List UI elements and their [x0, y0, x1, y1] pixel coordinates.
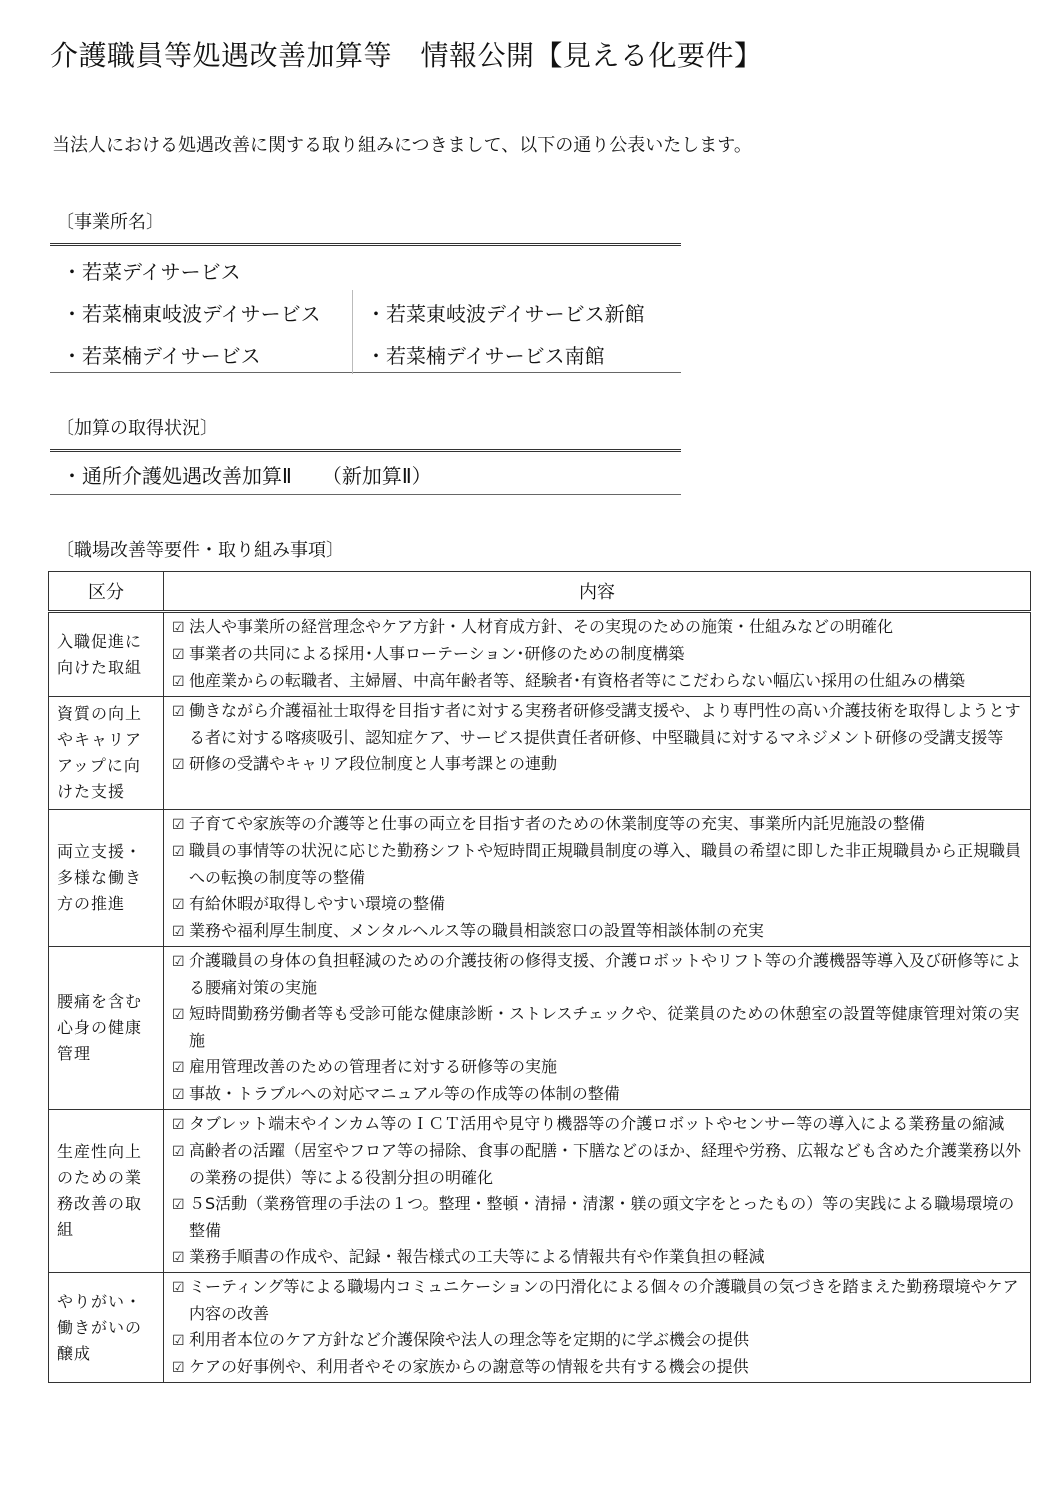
check-box-icon: ☑	[172, 1060, 185, 1076]
addition-heading: 〔加算の取得状況〕	[56, 418, 218, 439]
check-box-icon: ☑	[172, 844, 185, 860]
office-item: ・若菜楠デイサービス	[62, 344, 261, 368]
list-item	[172, 1111, 1022, 1138]
item-text: 介護職員の身体の負担軽減のための介護技術の修得支援、介護ロボットやリフト等の介護機器等導入及び研修等による腰痛対策の実施	[189, 951, 1022, 997]
item-text: 働きながら介護福祉士取得を目指す者に対する実務者研修受講支援や、より専門性の高い介護技術を取得しようとする者に対する喀痰吸引、認知症ケア、サービス提供責任者研修、中堅職員に対するマネジメント研修の受講支援等	[189, 701, 1021, 747]
header-content: 内容	[164, 572, 1031, 612]
requirements-table	[48, 571, 1031, 1383]
check-box-icon: ☑	[172, 897, 185, 913]
content-cell	[164, 1110, 1031, 1273]
list-item	[172, 751, 1022, 778]
check-box-icon: ☑	[172, 924, 185, 940]
category-cell: 腰痛を含む心身の健康管理	[49, 947, 164, 1110]
check-box-icon: ☑	[172, 757, 185, 773]
list-item	[172, 811, 1022, 838]
item-text: 事業者の共同による採用･人事ローテーション･研修のための制度構築	[189, 644, 685, 663]
category-cell: 生産性向上のための業務改善の取組	[49, 1110, 164, 1273]
category-cell: 入職促進に向けた取組	[49, 612, 164, 697]
item-text: 高齢者の活躍（居室やフロア等の掃除、食事の配膳・下膳などのほか、経理や労務、広報なども含めた介護業務以外の業務の提供）等による役割分担の明確化	[189, 1141, 1022, 1187]
list-item	[172, 698, 1022, 751]
check-box-icon: ☑	[172, 1360, 185, 1376]
office-item: ・若菜東岐波デイサービス新館	[366, 302, 645, 326]
list-item	[172, 614, 1022, 641]
item-text: ミーティング等による職場内コミュニケーションの円滑化による個々の介護職員の気づきを踏まえた勤務環境やケア内容の改善	[189, 1277, 1019, 1323]
check-box-icon: ☑	[172, 704, 185, 720]
check-box-icon: ☑	[172, 1007, 185, 1023]
header-category: 区分	[49, 572, 164, 612]
item-text: 事故・トラブルへの対応マニュアル等の作成等の体制の整備	[189, 1084, 620, 1103]
item-text: 研修の受講やキャリア段位制度と人事考課との連動	[189, 754, 558, 773]
category-cell: 資質の向上やキャリアアップに向けた支援	[49, 697, 164, 810]
list-item	[172, 838, 1022, 891]
table-row	[49, 1110, 1031, 1273]
content-cell	[164, 697, 1031, 810]
item-text: 職員の事情等の状況に応じた勤務シフトや短時間正規職員制度の導入、職員の希望に即した非正規職員から正規職員への転換の制度等の整備	[189, 841, 1022, 887]
office-list	[50, 243, 681, 373]
item-text: 業務手順書の作成や、記録・報告様式の工夫等による情報共有や作業負担の軽減	[189, 1247, 765, 1266]
list-item	[172, 948, 1022, 1001]
item-text: 利用者本位のケア方針など介護保険や法人の理念等を定期的に学ぶ機会の提供	[189, 1330, 750, 1349]
list-item	[172, 1138, 1022, 1191]
addition-status: ・通所介護処遇改善加算Ⅱ （新加算Ⅱ）	[62, 464, 432, 488]
offices-heading: 〔事業所名〕	[56, 212, 164, 233]
item-text: ５S活動（業務管理の手法の１つ。整理・整頓・清掃・清潔・躾の頭文字をとったもの）等の実践による職場環境の整備	[189, 1194, 1015, 1240]
check-box-icon: ☑	[172, 817, 185, 833]
check-box-icon: ☑	[172, 1250, 185, 1266]
list-item	[172, 1244, 1022, 1271]
list-item	[172, 1327, 1022, 1354]
list-item	[172, 1054, 1022, 1081]
item-text: 短時間勤務労働者等も受診可能な健康診断・ストレスチェックや、従業員のための休憩室の設置等健康管理対策の実施	[189, 1004, 1020, 1050]
item-text: 法人や事業所の経営理念やケア方針・人材育成方針、その実現のための施策・仕組みなどの明確化	[189, 617, 894, 636]
list-item	[172, 891, 1022, 918]
content-cell	[164, 810, 1031, 947]
category-cell: やりがい・働きがいの醸成	[49, 1273, 164, 1383]
item-text: ケアの好事例や、利用者やその家族からの謝意等の情報を共有する機会の提供	[189, 1357, 749, 1376]
list-item	[172, 1001, 1022, 1054]
list-item	[172, 1274, 1022, 1327]
list-item	[172, 1081, 1022, 1108]
table-row	[49, 612, 1031, 697]
check-box-icon: ☑	[172, 954, 185, 970]
table-header-row	[49, 572, 1031, 612]
list-item	[172, 1354, 1022, 1381]
check-box-icon: ☑	[172, 1333, 185, 1349]
item-text: 他産業からの転職者、主婦層、中高年齢者等、経験者･有資格者等にこだわらない幅広い採用の仕組みの構築	[189, 671, 966, 690]
table-row	[49, 1273, 1031, 1383]
list-item	[172, 668, 1022, 695]
item-text: 業務や福利厚生制度、メンタルヘルス等の職員相談窓口の設置等相談体制の充実	[189, 921, 764, 940]
table-row	[49, 810, 1031, 947]
check-box-icon: ☑	[172, 1144, 185, 1160]
check-box-icon: ☑	[172, 1087, 185, 1103]
column-divider	[352, 290, 353, 374]
intro-text: 当法人における処遇改善に関する取り組みにつきまして、以下の通り公表いたします。	[52, 135, 752, 156]
list-item	[172, 641, 1022, 668]
item-text: 雇用管理改善のための管理者に対する研修等の実施	[189, 1057, 558, 1076]
check-box-icon: ☑	[172, 674, 185, 690]
list-item	[172, 1191, 1022, 1244]
check-box-icon: ☑	[172, 647, 185, 663]
check-box-icon: ☑	[172, 1197, 185, 1213]
item-text: 有給休暇が取得しやすい環境の整備	[189, 894, 446, 913]
addition-status-box	[50, 449, 681, 495]
list-item	[172, 918, 1022, 945]
office-item: ・若菜楠東岐波デイサービス	[62, 302, 321, 326]
office-item: ・若菜楠デイサービス南館	[366, 344, 605, 368]
check-box-icon: ☑	[172, 1117, 185, 1133]
content-cell	[164, 1273, 1031, 1383]
content-cell	[164, 612, 1031, 697]
requirements-heading: 〔職場改善等要件・取り組み事項〕	[56, 540, 344, 561]
office-item: ・若菜デイサービス	[62, 260, 241, 284]
category-cell: 両立支援・多様な働き方の推進	[49, 810, 164, 947]
item-text: タブレット端末やインカム等のＩＣＴ活用や見守り機器等の介護ロボットやセンサー等の導入による業務量の縮減	[189, 1114, 1005, 1133]
content-cell	[164, 947, 1031, 1110]
table-row	[49, 947, 1031, 1110]
check-box-icon: ☑	[172, 620, 185, 636]
page-title: 介護職員等処遇改善加算等 情報公開【見える化要件】	[50, 39, 763, 72]
item-text: 子育てや家族等の介護等と仕事の両立を目指す者のための休業制度等の充実、事業所内託児施設の整備	[189, 814, 926, 833]
table-row	[49, 697, 1031, 810]
check-box-icon: ☑	[172, 1280, 185, 1296]
